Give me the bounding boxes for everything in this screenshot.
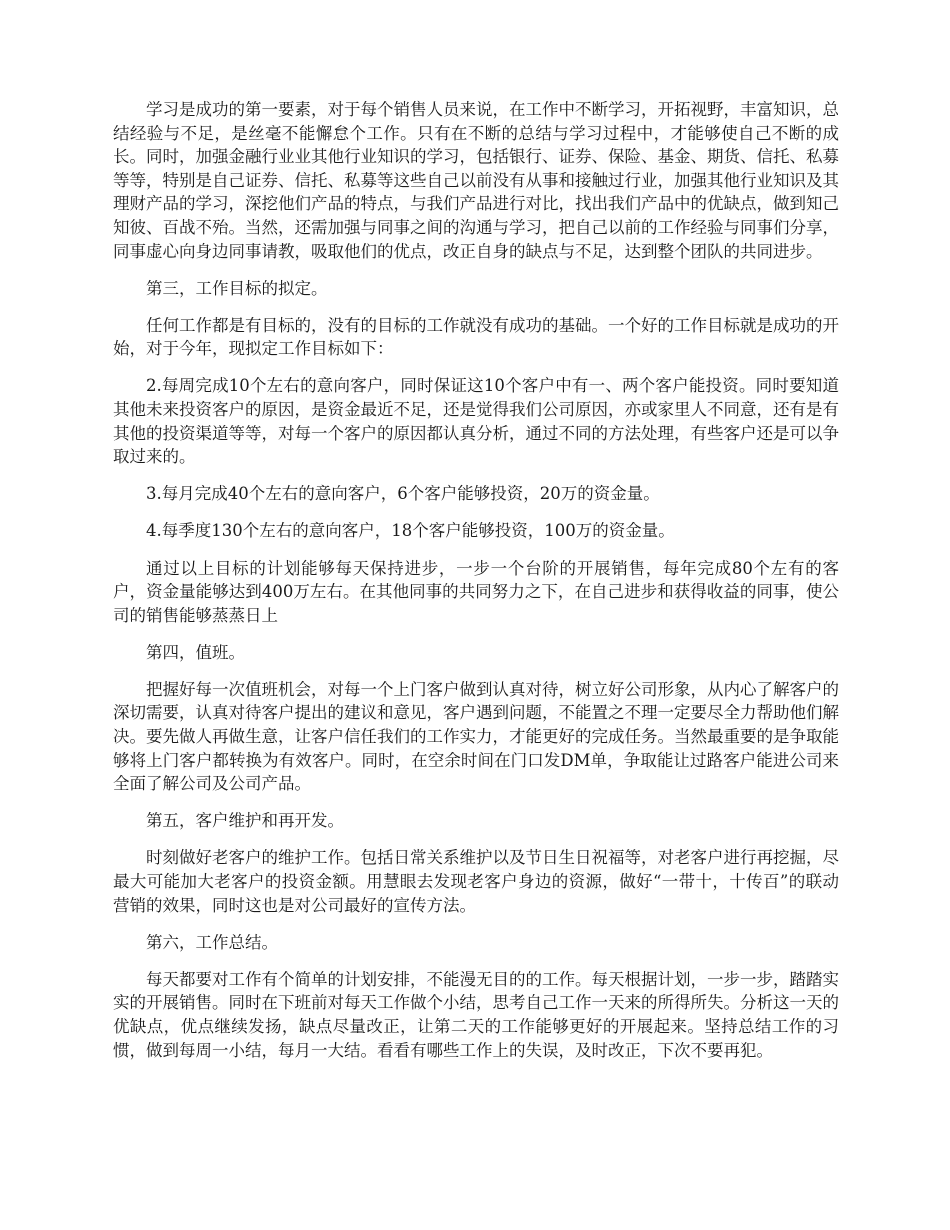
paragraph-goal-weekly: 2.每周完成10个左右的意向客户，同时保证这10个客户中有一、两个客户能投资。同时要知道其他未来投资客户的原因，是资金最近不足，还是觉得我们公司原因，亦或家里人不同意，还有是有其他的投资渠道等等，对每一个客户的原因都认真分析，通过不同的方法处理，有些客户还是可以争取过来的。 xyxy=(113,376,839,467)
paragraph-duty: 把握好每一次值班机会，对每一个上门客户做到认真对待，树立好公司形象，从内心了解客户的深切需要，认真对待客户提出的建议和意见，客户遇到问题，不能置之不理一定要尽全力帮助他们解决。要先做人再做生意，让客户信任我们的工作实力，才能更好的完成任务。当然最重要的是争取能够将上门客户都转换为有效客户。同时，在空余时间在门口发DM单，争取能让过路客户能进公司来全面了解公司及公司产品。 xyxy=(113,679,839,794)
paragraph-goals-summary: 通过以上目标的计划能够每天保持进步，一步一个台阶的开展销售，每年完成80个左有的客户，资金量能够达到400万左右。在其他同事的共同努力之下，在自己进步和获得收益的同事，使公司的销售能够蒸蒸日上 xyxy=(113,558,839,625)
paragraph-learning: 学习是成功的第一要素，对于每个销售人员来说，在工作中不断学习，开拓视野，丰富知识，总结经验与不足，是丝毫不能懈怠个工作。只有在不断的总结与学习过程中，才能够使自己不断的成长。同时，加强金融行业业其他行业知识的学习，包括银行、证券、保险、基金、期货、信托、私募等等，特别是自己证券、信托、私募等这些自己以前没有从事和接触过行业，加强其他行业知识及其理财产品的学习，深挖他们产品的特点，与我们产品进行对比，找出我们产品中的优缺点，做到知己知彼、百战不殆。当然，还需加强与同事之间的沟通与学习，把自己以前的工作经验与同事们分享，同事虚心向身边同事请教，吸取他们的优点，改正自身的缺点与不足，达到整个团队的共同进步。 xyxy=(113,100,839,261)
section-heading-work-summary: 第六，工作总结。 xyxy=(146,932,278,952)
document-body xyxy=(113,98,839,1076)
paragraph-goal-quarterly: 4.每季度130个左右的意向客户，18个客户能够投资，100万的资金量。 xyxy=(146,521,675,541)
paragraph-goal-monthly: 3.每月完成40个左右的意向客户，6个客户能够投资，20万的资金量。 xyxy=(146,484,660,504)
section-heading-client-maintenance: 第五，客户维护和再开发。 xyxy=(146,811,344,831)
paragraph-work-summary: 每天都要对工作有个简单的计划安排，不能漫无目的的工作。每天根据计划，一步一步，踏踏实实的开展销售。同时在下班前对每天工作做个小结，思考自己工作一天来的所得所失。分析这一天的优缺点，优点继续发扬，缺点尽量改正，让第二天的工作能够更好的开展起来。坚持总结工作的习惯，做到每周一小结，每月一大结。看看有哪些工作上的失误，及时改正，下次不要再犯。 xyxy=(113,969,839,1060)
paragraph-goals-intro: 任何工作都是有目标的，没有的目标的工作就没有成功的基础。一个好的工作目标就是成功的开始，对于今年，现拟定工作目标如下： xyxy=(113,315,839,359)
section-heading-goals: 第三，工作目标的拟定。 xyxy=(146,278,328,298)
section-heading-duty: 第四，值班。 xyxy=(146,642,245,662)
paragraph-client-maintenance: 时刻做好老客户的维护工作。包括日常关系维护以及节日生日祝福等，对老客户进行再挖掘，尽最大可能加大老客户的投资金额。用慧眼去发现老客户身边的资源，做好“一带十，十传百”的联动营销的效果，同时这也是对公司最好的宣传方法。 xyxy=(113,848,839,915)
